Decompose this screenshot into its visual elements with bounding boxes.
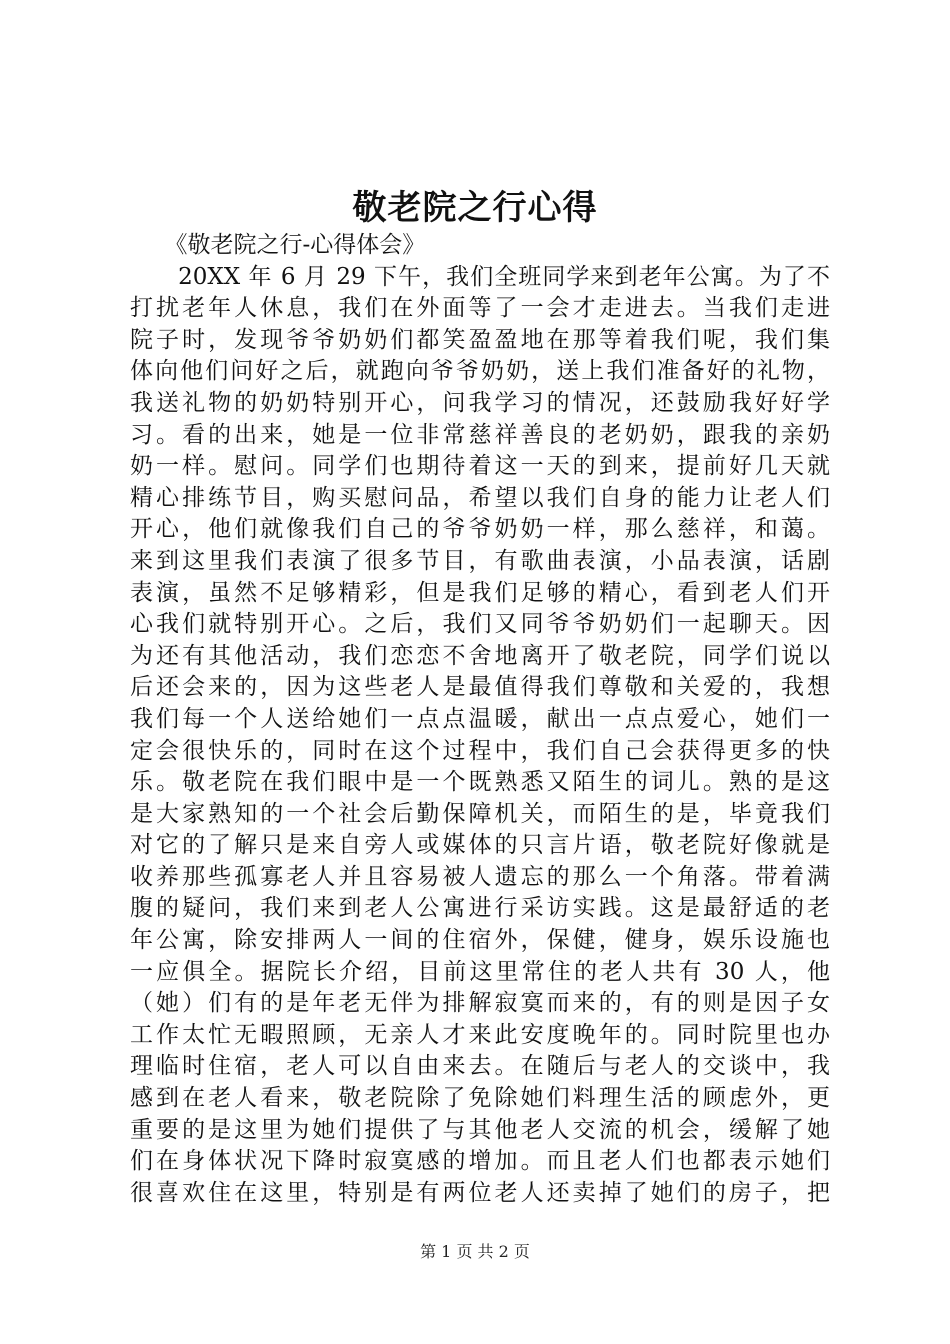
body-line: 打扰老年人休息，我们在外面等了一会才走进去。当我们走进	[130, 295, 830, 322]
body-line: 习。看的出来，她是一位非常慈祥善良的老奶奶，跟我的亲奶	[130, 421, 830, 448]
body-line: 重要的是这里为她们提供了与其他老人交流的机会，缓解了她	[130, 1116, 830, 1143]
body-line: （她）们有的是年老无伴为排解寂寞而来的，有的则是因子女	[130, 990, 830, 1017]
body-line: 工作太忙无暇照顾，无亲人才来此安度晚年的。同时院里也办	[130, 1021, 830, 1048]
body-line: 开心，他们就像我们自己的爷爷奶奶一样，那么慈祥，和蔼。	[130, 516, 830, 543]
body-line: 院子时，发现爷爷奶奶们都笑盈盈地在那等着我们呢，我们集	[130, 326, 830, 353]
body-line: 后还会来的，因为这些老人是最值得我们尊敬和关爱的，我想	[130, 674, 830, 701]
body-line: 腹的疑问，我们来到老人公寓进行采访实践。这是最舒适的老	[130, 895, 830, 922]
body-line: 我送礼物的奶奶特别开心，问我学习的情况，还鼓励我好好学	[130, 389, 830, 416]
body-line: 表演，虽然不足够精彩，但是我们足够的精心，看到老人们开	[130, 579, 830, 606]
body-line: 奶一样。慰问。同学们也期待着这一天的到来，提前好几天就	[130, 453, 830, 480]
body-line: 们在身体状况下降时寂寞感的增加。而且老人们也都表示她们	[130, 1148, 830, 1175]
body-line: 年公寓，除安排两人一间的住宿外，保健，健身，娱乐设施也	[130, 927, 830, 954]
body-line: 乐。敬老院在我们眼中是一个既熟悉又陌生的词儿。熟的是这	[130, 769, 830, 796]
body-line: 一应俱全。据院长介绍，目前这里常住的老人共有 30 人，他	[130, 958, 830, 985]
body-line: 对它的了解只是来自旁人或媒体的只言片语，敬老院好像就是	[130, 832, 830, 859]
body-line: 理临时住宿，老人可以自由来去。在随后与老人的交谈中，我	[130, 1053, 830, 1080]
document-title: 敬老院之行心得	[352, 188, 598, 228]
body-line: 《敬老院之行-心得体会》	[130, 232, 426, 258]
body-line: 很喜欢住在这里，特别是有两位老人还卖掉了她们的房子，把	[130, 1179, 830, 1206]
body-line: 我们每一个人送给她们一点点温暖，献出一点点爱心，她们一	[130, 705, 830, 732]
body-line: 来到这里我们表演了很多节目，有歌曲表演，小品表演，话剧	[130, 547, 830, 574]
body-line: 收养那些孤寡老人并且容易被人遗忘的那么一个角落。带着满	[130, 863, 830, 890]
body-line: 20XX 年 6 月 29 下午，我们全班同学来到老年公寓。为了不	[130, 263, 830, 290]
document-body	[130, 230, 830, 1209]
body-line: 心我们就特别开心。之后，我们又同爷爷奶奶们一起聊天。因	[130, 611, 830, 638]
body-line: 是大家熟知的一个社会后勤保障机关，而陌生的是，毕竟我们	[130, 800, 830, 827]
body-line: 定会很快乐的，同时在这个过程中，我们自己会获得更多的快	[130, 737, 830, 764]
body-line: 精心排练节目，购买慰问品，希望以我们自身的能力让老人们	[130, 484, 830, 511]
body-line: 感到在老人看来，敬老院除了免除她们料理生活的顾虑外，更	[130, 1085, 830, 1112]
page-footer: 第 1 页 共 2 页	[420, 1242, 530, 1261]
body-line: 体向他们问好之后，就跑向爷爷奶奶，送上我们准备好的礼物，	[130, 358, 830, 385]
body-line: 为还有其他活动，我们恋恋不舍地离开了敬老院，同学们说以	[130, 642, 830, 669]
